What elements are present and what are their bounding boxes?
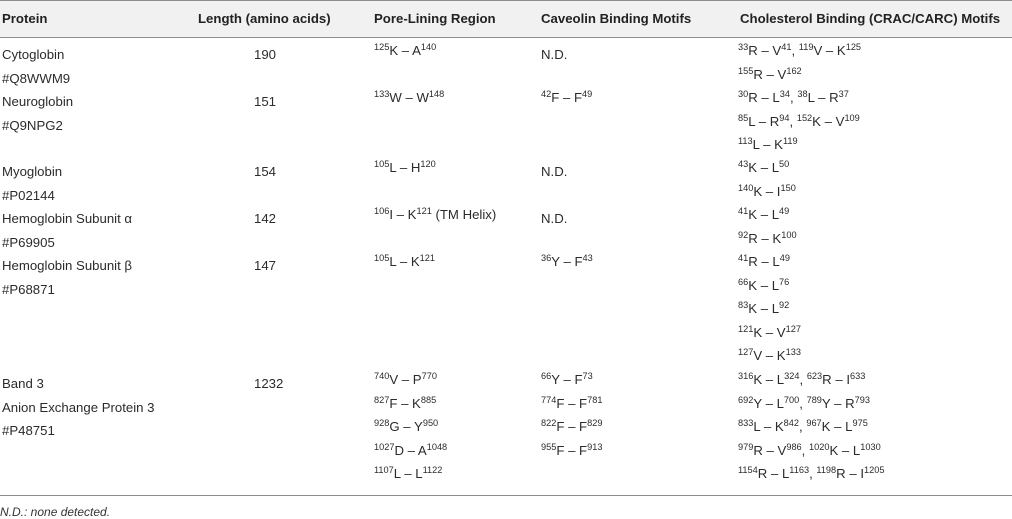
residue-number: 92 xyxy=(779,300,790,311)
cholesterol-motif xyxy=(738,137,798,153)
residue-number: 1198 xyxy=(816,465,837,476)
residue-text: K – L xyxy=(748,301,780,317)
residue-text: K – V xyxy=(812,113,845,129)
residue-number: 36 xyxy=(541,253,552,263)
residue-number: 774 xyxy=(541,394,557,405)
residue-number: 73 xyxy=(582,371,593,381)
caveolin-motif xyxy=(541,164,567,180)
protein-name: Hemoglobin Subunit α xyxy=(2,211,133,226)
residue-text: N.D. xyxy=(541,211,568,226)
residue-number: 41 xyxy=(738,206,749,216)
residue-text: K – L xyxy=(821,419,853,435)
residue-number: 127 xyxy=(738,347,754,358)
residue-text: I – K xyxy=(389,207,417,222)
residue-number: 148 xyxy=(428,89,445,99)
protein-name: Band 3 xyxy=(2,376,44,391)
residue-number: 140 xyxy=(738,182,754,193)
residue-number: 140 xyxy=(420,42,437,52)
pore-lining-region xyxy=(374,160,436,176)
cholesterol-motif xyxy=(738,419,868,435)
residue-text: , xyxy=(799,372,807,387)
residue-number: 121 xyxy=(416,206,432,216)
caveolin-motif xyxy=(541,443,602,459)
residue-number: 316 xyxy=(738,371,754,381)
residue-number: 66 xyxy=(541,371,552,381)
residue-number: 155 xyxy=(738,65,754,76)
protein-name: Hemoglobin Subunit β xyxy=(2,258,133,273)
residue-text: , xyxy=(799,419,807,435)
residue-text: L – R xyxy=(748,113,780,129)
residue-number: 41 xyxy=(738,253,749,263)
protein-accession: #Q8WWM9 xyxy=(2,70,71,86)
residue-number: 83 xyxy=(738,300,749,311)
residue-text: N.D. xyxy=(541,47,568,62)
residue-text: F – F xyxy=(551,90,583,105)
residue-number: 740 xyxy=(374,371,390,381)
table-header-row xyxy=(0,0,1012,38)
residue-number: 842 xyxy=(783,418,799,429)
residue-number: 33 xyxy=(738,42,749,52)
residue-number: 1107 xyxy=(374,465,394,476)
pore-lining-region xyxy=(374,419,438,435)
residue-text: Y – L xyxy=(753,395,784,411)
residue-text: K – L xyxy=(753,372,785,387)
protein-name: Anion Exchange Protein 3 xyxy=(2,399,155,415)
cholesterol-motif xyxy=(738,67,802,83)
protein-name: Neuroglobin xyxy=(2,94,74,109)
residue-number: 822 xyxy=(541,418,557,429)
residue-number: 950 xyxy=(422,418,439,429)
header-caveolin: Caveolin Binding Motifs xyxy=(541,11,692,26)
residue-text: R – L xyxy=(748,254,780,269)
residue-number: 1154 xyxy=(738,465,758,476)
residue-number: 105 xyxy=(374,159,390,169)
residue-number: 633 xyxy=(850,371,866,381)
residue-number: 42 xyxy=(541,89,552,99)
residue-text: F – F xyxy=(556,442,588,458)
residue-number: 49 xyxy=(582,89,593,99)
residue-number: 967 xyxy=(806,418,822,429)
residue-text: R – V xyxy=(748,43,782,58)
residue-number: 793 xyxy=(854,394,871,405)
residue-number: 105 xyxy=(374,253,390,263)
residue-text: W – W xyxy=(389,90,429,105)
residue-number: 692 xyxy=(738,394,754,405)
residue-number: 113 xyxy=(738,136,753,147)
residue-number: 885 xyxy=(420,394,437,405)
residue-text: F – F xyxy=(556,395,588,411)
residue-text: F – K xyxy=(389,395,421,411)
residue-number: 150 xyxy=(780,182,796,193)
residue-number: 127 xyxy=(785,323,801,334)
residue-number: 37 xyxy=(838,89,849,99)
protein-length: 154 xyxy=(254,164,277,179)
residue-number: 162 xyxy=(786,65,802,76)
pore-lining-region xyxy=(374,207,496,223)
residue-text: K – V xyxy=(753,324,786,340)
residue-number: 770 xyxy=(421,371,437,381)
residue-number: 49 xyxy=(779,253,790,263)
table-bottom-rule xyxy=(0,495,1012,496)
residue-number: 623 xyxy=(806,371,823,381)
residue-number: 781 xyxy=(587,394,603,405)
residue-number: 955 xyxy=(541,441,557,452)
residue-number: 121 xyxy=(419,253,435,263)
residue-text: R – I xyxy=(836,466,865,482)
protein-accession: #Q9NPG2 xyxy=(2,117,63,133)
residue-number: 1163 xyxy=(789,465,810,476)
residue-text: L – R xyxy=(807,90,839,105)
residue-text: K – L xyxy=(829,442,861,458)
protein-name: Cytoglobin xyxy=(2,47,65,62)
residue-number: 133 xyxy=(374,89,390,99)
residue-number: 43 xyxy=(738,159,749,169)
protein-accession: #P48751 xyxy=(2,423,55,439)
residue-number: 1020 xyxy=(809,441,830,452)
residue-number: 94 xyxy=(779,112,790,123)
residue-text: , xyxy=(790,90,798,105)
residue-text: , xyxy=(799,395,807,411)
residue-number: 100 xyxy=(781,229,797,240)
residue-text: Y – F xyxy=(551,372,583,387)
residue-text: K – L xyxy=(748,160,780,175)
residue-text: Y – F xyxy=(551,254,583,269)
residue-number: 49 xyxy=(779,206,790,216)
residue-text: K – L xyxy=(748,207,780,222)
cholesterol-motif xyxy=(738,466,884,482)
caveolin-motif xyxy=(541,419,602,435)
residue-number: 1122 xyxy=(422,465,443,476)
protein-length: 142 xyxy=(254,211,277,226)
residue-number: 125 xyxy=(845,42,862,52)
residue-number: 66 xyxy=(738,276,749,287)
residue-text: L – H xyxy=(389,160,421,175)
residue-text: K – L xyxy=(748,277,780,293)
protein-name: Myoglobin xyxy=(2,164,63,179)
residue-text: , xyxy=(809,466,817,482)
residue-text: L – K xyxy=(389,254,420,269)
residue-text: R – K xyxy=(748,230,782,246)
residue-text: R – V xyxy=(753,66,787,82)
residue-number: 928 xyxy=(374,418,390,429)
residue-text: V – K xyxy=(753,348,786,364)
residue-number: 43 xyxy=(582,253,593,263)
residue-number: 109 xyxy=(844,112,860,123)
cholesterol-motif xyxy=(738,207,789,223)
cholesterol-motif xyxy=(738,348,801,364)
pore-lining-region xyxy=(374,90,444,106)
residue-number: 133 xyxy=(785,347,801,358)
residue-number: 106 xyxy=(374,206,390,216)
residue-number: 92 xyxy=(738,229,749,240)
residue-number: 34 xyxy=(779,89,790,99)
protein-length: 1232 xyxy=(254,376,284,391)
residue-number: 85 xyxy=(738,112,749,123)
residue-number: 975 xyxy=(852,418,868,429)
residue-text: (TM Helix) xyxy=(431,207,497,222)
residue-number: 700 xyxy=(783,394,800,405)
cholesterol-motif xyxy=(738,90,849,106)
residue-text: R – L xyxy=(757,466,790,482)
residue-text: R – V xyxy=(753,442,787,458)
residue-number: 827 xyxy=(374,394,390,405)
residue-text: D – A xyxy=(394,442,427,458)
cholesterol-motif xyxy=(738,325,801,341)
residue-number: 76 xyxy=(779,276,790,287)
cholesterol-motif xyxy=(738,301,789,317)
residue-text: , xyxy=(789,113,797,129)
residue-number: 979 xyxy=(738,441,754,452)
residue-text: , xyxy=(791,43,799,58)
residue-number: 41 xyxy=(781,42,792,52)
residue-number: 50 xyxy=(779,159,790,169)
pore-lining-region xyxy=(374,466,442,482)
cholesterol-motif xyxy=(738,372,865,388)
cholesterol-motif xyxy=(738,184,796,200)
residue-text: R – L xyxy=(748,90,780,105)
residue-number: 1027 xyxy=(374,441,395,452)
cholesterol-motif xyxy=(738,114,860,130)
residue-text: L – L xyxy=(393,466,423,482)
residue-text: Y – R xyxy=(821,395,855,411)
residue-number: 913 xyxy=(587,441,603,452)
residue-text: V – K xyxy=(813,43,846,58)
protein-accession: #P69905 xyxy=(2,234,55,250)
residue-number: 119 xyxy=(782,136,798,147)
residue-number: 986 xyxy=(786,441,802,452)
residue-number: 119 xyxy=(798,42,814,52)
residue-number: 829 xyxy=(587,418,603,429)
header-length: Length (amino acids) xyxy=(198,11,331,26)
cholesterol-motif xyxy=(738,43,861,59)
table-footnote: N.D.: none detected. xyxy=(0,505,111,519)
protein-length: 190 xyxy=(254,47,277,62)
residue-number: 1205 xyxy=(864,465,885,476)
residue-text: V – P xyxy=(389,372,422,387)
header-protein: Protein xyxy=(2,11,48,26)
residue-text: L – K xyxy=(753,419,784,435)
header-pore-lining: Pore-Lining Region xyxy=(374,11,496,26)
pore-lining-region xyxy=(374,443,447,459)
pore-lining-region xyxy=(374,254,435,270)
protein-accession: #P68871 xyxy=(2,281,55,297)
residue-text: R – I xyxy=(822,372,851,387)
residue-number: 30 xyxy=(738,89,749,99)
cholesterol-motif xyxy=(738,443,881,459)
caveolin-motif xyxy=(541,254,593,270)
protein-accession: #P02144 xyxy=(2,187,55,203)
residue-text: , xyxy=(801,442,809,458)
pore-lining-region xyxy=(374,43,436,59)
residue-number: 152 xyxy=(796,112,813,123)
cholesterol-motif xyxy=(738,160,789,176)
residue-text: K – A xyxy=(389,43,421,58)
pore-lining-region xyxy=(374,396,436,412)
residue-text: L – K xyxy=(752,137,783,153)
residue-text: G – Y xyxy=(389,419,423,435)
residue-number: 789 xyxy=(806,394,822,405)
residue-text: N.D. xyxy=(541,164,568,179)
cholesterol-motif xyxy=(738,254,790,270)
header-cholesterol: Cholesterol Binding (CRAC/CARC) Motifs xyxy=(740,11,1001,26)
residue-number: 833 xyxy=(738,418,754,429)
residue-number: 1048 xyxy=(426,441,448,452)
caveolin-motif xyxy=(541,90,592,106)
residue-number: 38 xyxy=(797,89,808,99)
residue-number: 125 xyxy=(374,42,390,52)
residue-text: K – I xyxy=(753,183,781,199)
caveolin-motif xyxy=(541,396,602,412)
cholesterol-motif xyxy=(738,278,789,294)
pore-lining-region xyxy=(374,372,437,388)
cholesterol-motif xyxy=(738,231,797,247)
caveolin-motif xyxy=(541,372,593,388)
residue-number: 120 xyxy=(420,159,436,169)
residue-number: 1030 xyxy=(860,441,881,452)
residue-number: 121 xyxy=(738,323,754,334)
protein-length: 151 xyxy=(254,94,277,109)
cholesterol-motif xyxy=(738,396,870,412)
caveolin-motif xyxy=(541,47,567,63)
caveolin-motif xyxy=(541,211,567,227)
protein-length: 147 xyxy=(254,258,277,273)
residue-number: 324 xyxy=(784,371,800,381)
residue-text: F – F xyxy=(556,419,588,435)
